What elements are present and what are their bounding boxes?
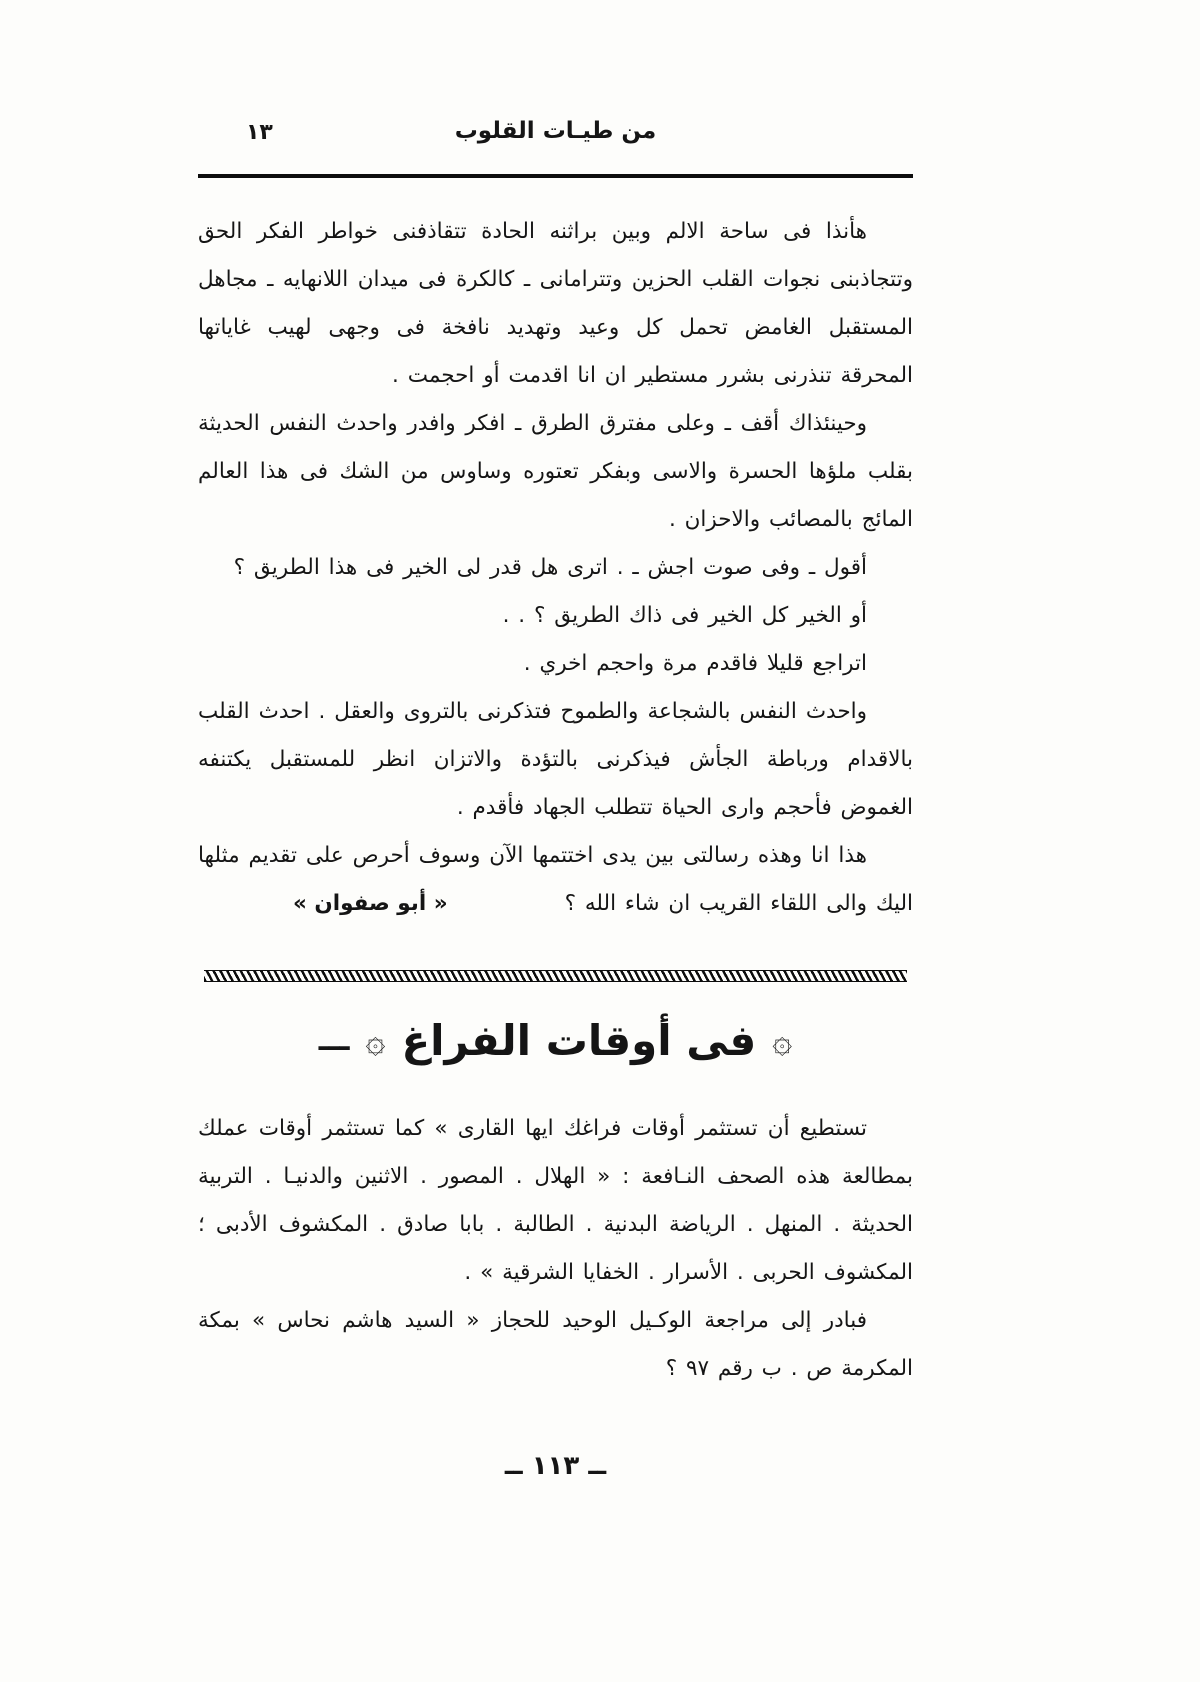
paragraph: اتراجع قليلا فاقدم مرة واحجم اخري .	[523, 651, 867, 676]
running-head-title: من طيـات القلوب	[454, 118, 657, 144]
floral-ornament-icon: ۞	[365, 1020, 386, 1061]
paragraph: واحدث النفس بالشجاعة والطموح فتذكرنى بالتروى والعقل . احدث القلب بالاقدام ورباطة الجأش فيذكرنى بالتؤدة والاتزان انظر للمستقبل يكتنفه الغموض فأحجم وارى الحياة تتطلب الجهاد فأقدم .	[198, 699, 913, 820]
page-header	[198, 118, 913, 160]
paragraph: أقول ـ وفى صوت اجش ـ . اترى هل قدر لى الخير فى هذا الطريق ؟	[233, 555, 867, 580]
paragraph: فبادر إلى مراجعة الوكـيل الوحيد للحجاز « السيد هاشم نحاس » بمكة المكرمة ص . ب رقم ٩٧ ؟	[198, 1308, 913, 1381]
footer-page-number: ــ ١١٣ ــ	[504, 1451, 607, 1481]
section-divider-rule	[204, 970, 907, 982]
section-body	[198, 1105, 913, 1393]
paragraph: تستطيع أن تستثمر أوقات فراغك ايها القارى » كما تستثمر أوقات عملك بمطالعة هذه الصحف النـافعة : « الهلال . المصور . الاثنين والدنيـا . التربية الحديثة . المنهل . الرياضة البدنية . الطالبة . بابا صادق . المكشوف الأدبى ؛ المكشوف الحربى . الأسرار . الخفايا الشرقية » .	[198, 1116, 913, 1285]
section-heading	[198, 1016, 913, 1065]
paragraph: هأنذا فى ساحة الالم وبين براثنه الحادة تتقاذفنى خواطر الفكر الحق وتتجاذبنى نجوات القلب الحزين وتترامانى ـ كالكرة فى ميدان اللانهايه ـ مجاهل المستقبل الغامض تحمل كل وعيد وتهديد نافخة فى وجهى لهيب غاياتها المحرقة تنذرنى بشرر مستطير ان انا اقدمت أو احجمت .	[198, 219, 913, 388]
paragraph: أو الخير كل الخير فى ذاك الطريق ؟ . .	[502, 603, 867, 628]
author-signature: « أبو صفوان »	[293, 891, 448, 916]
section-title: فى أوقات الفراغ	[401, 1016, 757, 1065]
header-rule	[198, 174, 913, 178]
page-content	[198, 0, 913, 1481]
article-body	[198, 208, 913, 928]
ornament-dash: ـــ	[318, 1023, 350, 1058]
floral-ornament-icon: ۞	[772, 1020, 793, 1061]
paragraph: وحينئذاك أقف ـ وعلى مفترق الطرق ـ افكر وافدر واحدث النفس الحديثة بقلب ملؤها الحسرة والاسى وبفكر تعتوره وساوس من الشك فى هذا العالم المائج بالمصائب والاحزان .	[198, 411, 913, 532]
paragraph: هذا انا وهذه رسالتى بين يدى اختتمها الآن وسوف أحرص على تقديم مثلها اليك والى اللقاء القريب ان شاء الله ؟	[198, 843, 913, 916]
header-page-number: ١٣	[246, 120, 273, 145]
